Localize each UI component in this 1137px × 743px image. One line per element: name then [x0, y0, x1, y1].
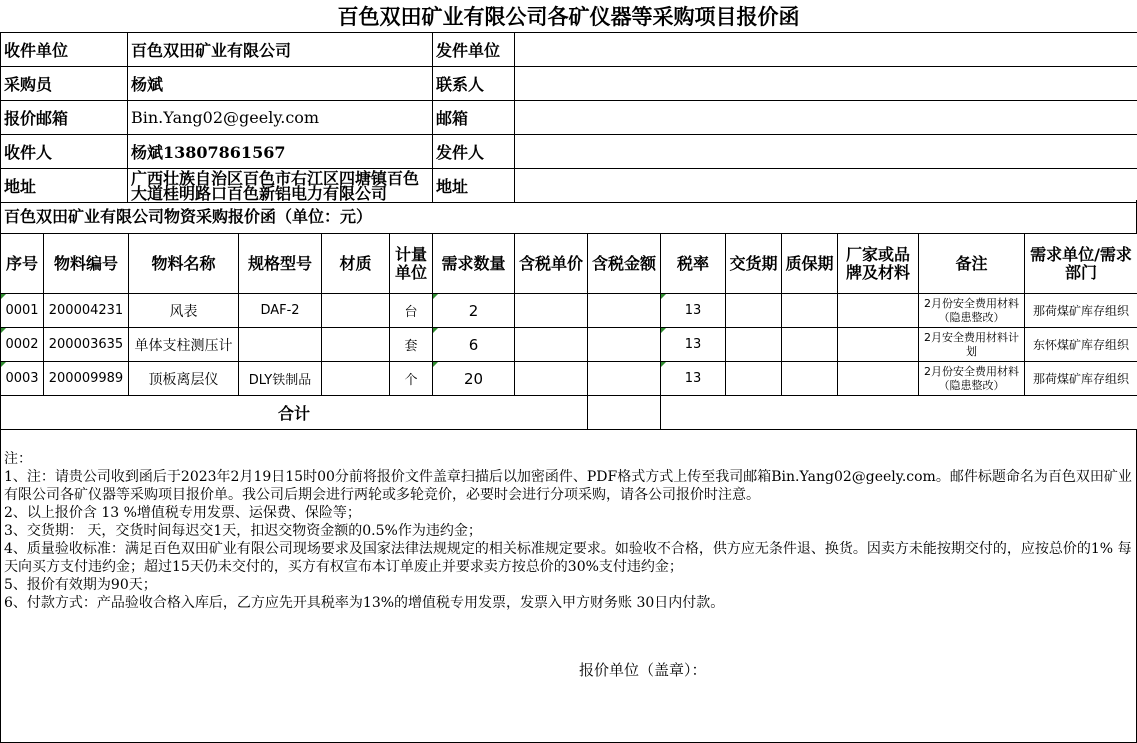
cell-material[interactable] — [322, 362, 390, 396]
note-line: 1、注：请贵公司收到函后于2023年2月19日15时00分前将报价文件盖章扫描后以加密函件、PDF格式方式上传至我司邮箱Bin.Yang02@geely.com。邮件标题命名为百色双田矿业有限公司各矿仪器等采购项目报价单。我公司后期会进行两轮或多轮竞价，必要时会进行分项采购，请各公司报价时注意。 — [4, 469, 1132, 503]
cell-seq[interactable]: 0002 — [1, 328, 44, 362]
info-label: 收件人 — [1, 135, 128, 169]
cell-unit_price[interactable] — [515, 294, 588, 328]
cell-unit[interactable]: 套 — [390, 328, 433, 362]
note-line: 2、以上报价含 13 %增值税专用发票、运保费、保险等； — [4, 505, 361, 521]
cell-brand[interactable] — [838, 328, 919, 362]
cell-tax[interactable]: 13 — [661, 362, 726, 396]
info-label: 联系人 — [433, 67, 515, 101]
cell-tax[interactable]: 13 — [661, 294, 726, 328]
cell-dept[interactable]: 那荷煤矿库存组织 — [1025, 362, 1137, 396]
cell-warranty[interactable] — [782, 294, 838, 328]
info-label: 收件单位 — [1, 33, 128, 67]
cell-code[interactable]: 200004231 — [44, 294, 129, 328]
cell-material[interactable] — [322, 328, 390, 362]
cell-note[interactable]: 2月份安全费用材料（隐患整改） — [919, 362, 1025, 396]
note-line: 4、质量验收标准：满足百色双田矿业有限公司现场要求及国家法律法规规定的相关标准规定要求。如验收不合格，供方应无条件退、换货。因卖方未能按期交付的，应按总价的1% 每天向买方支付违约金；超过15天仍未交付的，买方有权宣布本订单废止并要求卖方按总价的30%支付违约金； — [4, 541, 1132, 575]
cell-name[interactable]: 风表 — [129, 294, 239, 328]
cell-note[interactable]: 2月安全费用材料计划 — [919, 328, 1025, 362]
cell-material[interactable] — [322, 294, 390, 328]
info-value: 杨斌 — [128, 67, 433, 101]
cell-seq[interactable]: 0003 — [1, 362, 44, 396]
info-value: 百色双田矿业有限公司 — [128, 33, 433, 67]
cell-note[interactable]: 2月份安全费用材料（隐患整改） — [919, 294, 1025, 328]
cell-amount[interactable] — [588, 362, 661, 396]
info-label: 地址 — [433, 169, 515, 203]
info-row — [1, 169, 1137, 203]
info-row — [1, 101, 1137, 135]
column-header: 含税金额 — [588, 234, 661, 294]
table-row — [1, 362, 1137, 396]
cell-brand[interactable] — [838, 362, 919, 396]
cell-unit_price[interactable] — [515, 362, 588, 396]
column-header: 厂家或品牌及材料 — [838, 234, 919, 294]
column-header: 需求单位/需求部门 — [1025, 234, 1137, 294]
notes-heading: 注： — [4, 451, 32, 467]
column-header: 税率 — [661, 234, 726, 294]
info-row — [1, 33, 1137, 67]
cell-delivery[interactable] — [726, 362, 782, 396]
info-table — [0, 32, 1137, 203]
column-header: 材质 — [322, 234, 390, 294]
cell-qty[interactable]: 2 — [433, 294, 515, 328]
cell-spec[interactable] — [239, 328, 322, 362]
notes-section — [0, 430, 1137, 743]
column-header: 含税单价 — [515, 234, 588, 294]
column-header: 备注 — [919, 234, 1025, 294]
cell-spec[interactable]: DLY铁制品 — [239, 362, 322, 396]
column-header: 计量单位 — [390, 234, 433, 294]
info-row — [1, 67, 1137, 101]
column-header: 质保期 — [782, 234, 838, 294]
column-header: 物料名称 — [129, 234, 239, 294]
table-row — [1, 294, 1137, 328]
info-label: 报价邮箱 — [1, 101, 128, 135]
cell-code[interactable]: 200003635 — [44, 328, 129, 362]
total-label: 合计 — [1, 396, 588, 430]
cell-name[interactable]: 单体支柱测压计 — [129, 328, 239, 362]
note-line: 5、报价有效期为90天； — [4, 577, 157, 593]
items-table — [0, 233, 1137, 430]
cell-amount[interactable] — [588, 328, 661, 362]
cell-spec[interactable]: DAF-2 — [239, 294, 322, 328]
info-value — [515, 67, 1137, 101]
cell-code[interactable]: 200009989 — [44, 362, 129, 396]
total-amount[interactable] — [588, 396, 661, 430]
cell-brand[interactable] — [838, 294, 919, 328]
info-value — [515, 169, 1137, 203]
stamp-label: 报价单位（盖章）： — [579, 661, 707, 679]
cell-qty[interactable]: 6 — [433, 328, 515, 362]
total-blank — [661, 396, 1137, 430]
column-header: 规格型号 — [239, 234, 322, 294]
cell-warranty[interactable] — [782, 328, 838, 362]
info-row — [1, 135, 1137, 169]
cell-unit_price[interactable] — [515, 328, 588, 362]
note-line: 6、付款方式：产品验收合格入库后，乙方应先开具税率为13%的增值税专用发票，发票入甲方财务账 30日内付款。 — [4, 595, 725, 611]
info-value — [515, 33, 1137, 67]
document-title: 百色双田矿业有限公司各矿仪器等采购项目报价函 — [337, 4, 800, 29]
cell-qty[interactable]: 20 — [433, 362, 515, 396]
cell-amount[interactable] — [588, 294, 661, 328]
cell-unit[interactable]: 个 — [390, 362, 433, 396]
cell-dept[interactable]: 东怀煤矿库存组织 — [1025, 328, 1137, 362]
total-row — [1, 396, 1137, 430]
info-label: 地址 — [1, 169, 128, 203]
info-value: 广西壮族自治区百色市右江区四塘镇百色大道桂明路口百色新铝电力有限公司 — [128, 169, 433, 203]
info-label: 发件人 — [433, 135, 515, 169]
table-row — [1, 328, 1137, 362]
cell-seq[interactable]: 0001 — [1, 294, 44, 328]
table-subtitle: 百色双田矿业有限公司物资采购报价函（单位：元） — [0, 200, 1137, 233]
table-header-row — [1, 234, 1137, 294]
info-value — [515, 101, 1137, 135]
note-line: 3、交货期： 天，交货时间每迟交1天，扣迟交物资金额的0.5%作为违约金； — [4, 523, 482, 539]
info-label: 邮箱 — [433, 101, 515, 135]
info-label: 采购员 — [1, 67, 128, 101]
info-value — [515, 135, 1137, 169]
column-header: 交货期 — [726, 234, 782, 294]
column-header: 序号 — [1, 234, 44, 294]
cell-name[interactable]: 顶板离层仪 — [129, 362, 239, 396]
cell-dept[interactable]: 那荷煤矿库存组织 — [1025, 294, 1137, 328]
info-label: 发件单位 — [433, 33, 515, 67]
column-header: 需求数量 — [433, 234, 515, 294]
info-value: Bin.Yang02@geely.com — [128, 101, 433, 135]
column-header: 物料编号 — [44, 234, 129, 294]
cell-unit[interactable]: 台 — [390, 294, 433, 328]
info-value: 杨斌13807861567 — [128, 135, 433, 169]
cell-delivery[interactable] — [726, 328, 782, 362]
cell-tax[interactable]: 13 — [661, 328, 726, 362]
cell-delivery[interactable] — [726, 294, 782, 328]
cell-warranty[interactable] — [782, 362, 838, 396]
